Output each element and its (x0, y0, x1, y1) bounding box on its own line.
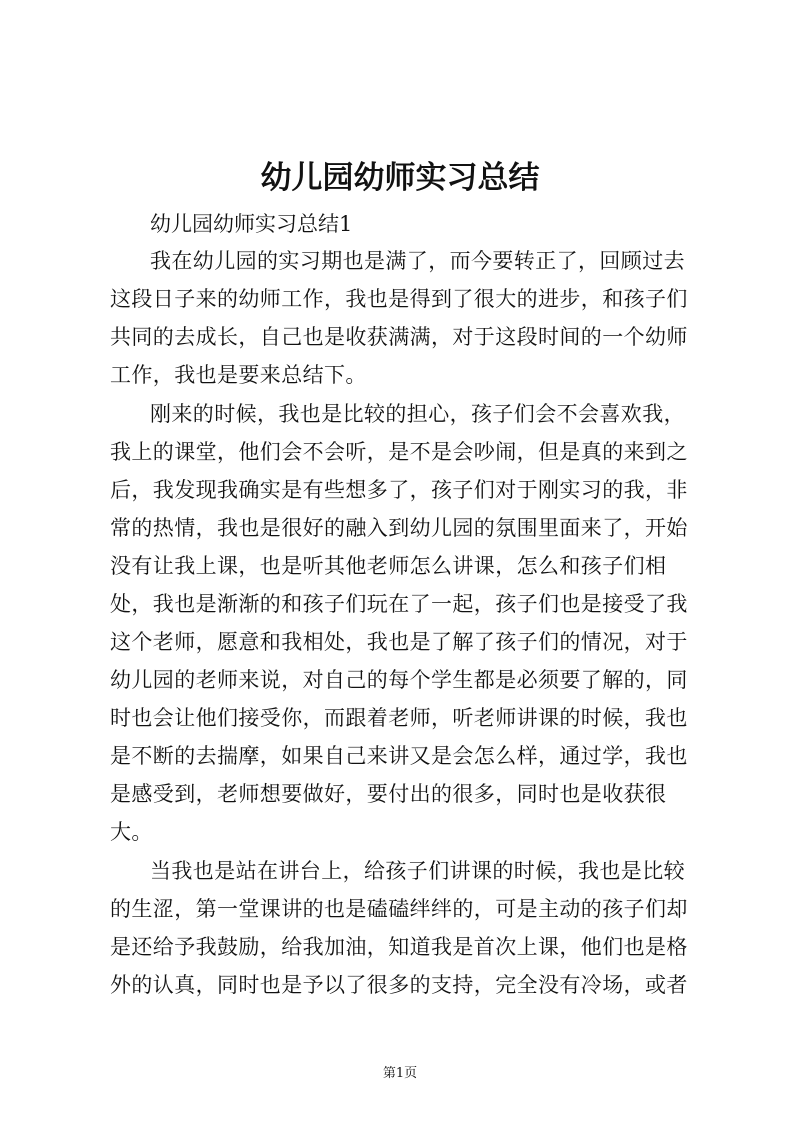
text-line: 处，我也是渐渐的和孩子们玩在了一起，孩子们也是接受了我 (110, 592, 688, 616)
text-line: 是感受到，老师想要做好，要付出的很多，同时也是收获很 (110, 782, 667, 806)
text-line: 是还给予我鼓励，给我加油，知道我是首次上课，他们也是格 (110, 935, 688, 959)
text-line: 当我也是站在讲台上，给孩子们讲课的时候，我也是比较 (150, 859, 685, 883)
text-line: 共同的去成长，自己也是收获满满，对于这段时间的一个幼师 (110, 325, 688, 349)
text-line: 工作，我也是要来总结下。 (110, 363, 367, 387)
section-heading: 幼儿园幼师实习总结1 (150, 212, 353, 236)
text-line: 我上的课堂，他们会不会听，是不是会吵闹，但是真的来到之 (110, 440, 688, 464)
text-line: 时也会让他们接受你，而跟着老师，听老师讲课的时候，我也 (110, 706, 688, 730)
text-line: 的生涩，第一堂课讲的也是磕磕绊绊的，可是主动的孩子们却 (110, 897, 688, 921)
text-line: 我在幼儿园的实习期也是满了，而今要转正了，回顾过去 (150, 249, 685, 273)
text-line: 后，我发现我确实是有些想多了，孩子们对于刚实习的我，非 (110, 478, 688, 502)
text-line: 大。 (110, 820, 153, 844)
text-line: 没有让我上课，也是听其他老师怎么讲课，怎么和孩子们相 (110, 554, 667, 578)
text-line: 外的认真，同时也是予以了很多的支持，完全没有冷场，或者 (110, 973, 688, 997)
text-line: 这个老师，愿意和我相处，我也是了解了孩子们的情况，对于 (110, 630, 688, 654)
page-number: 第1页 (382, 1066, 418, 1081)
document-title: 幼儿园幼师实习总结 (260, 160, 540, 196)
text-line: 幼儿园的老师来说，对自己的每个学生都是必须要了解的，同 (110, 668, 688, 692)
text-line: 刚来的时候，我也是比较的担心，孩子们会不会喜欢我， (150, 402, 685, 426)
text-line: 常的热情，我也是很好的融入到幼儿园的氛围里面来了，开始 (110, 516, 688, 540)
text-line: 是不断的去揣摩，如果自己来讲又是会怎么样，通过学，我也 (110, 744, 688, 768)
text-line: 这段日子来的幼师工作，我也是得到了很大的进步，和孩子们 (110, 287, 688, 311)
